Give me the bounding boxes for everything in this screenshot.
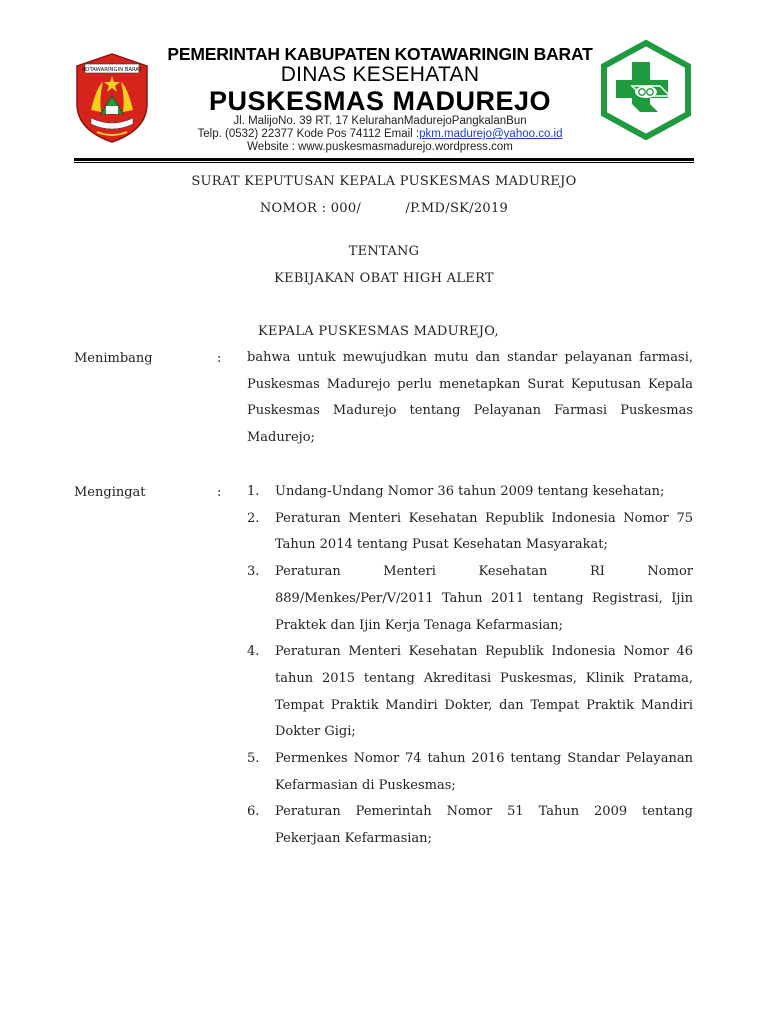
government-line: PEMERINTAH KABUPATEN KOTAWARINGIN BARAT: [167, 44, 593, 64]
list-item: [247, 479, 693, 506]
letterhead: [0, 0, 768, 165]
mengingat-list: [247, 479, 693, 853]
decree-about: TENTANG: [348, 244, 420, 259]
phone-text: Telp. (0532) 22377 Kode Pos 74112 Email :: [197, 128, 420, 140]
menimbang-colon: :: [217, 351, 222, 366]
letterhead-divider-thick: [74, 158, 694, 161]
mengingat-colon: :: [217, 485, 222, 500]
list-item: [247, 746, 693, 799]
menimbang-text: bahwa untuk mewujudkan mutu dan standar pelayanan farmasi, Puskesmas Madurejo perlu menetapkan Surat Keputusan Kepala Puskesmas Madurejo tentang Pelayanan Farmasi Puskesmas Madurejo;: [247, 350, 693, 446]
decree-number: NOMOR : 000/ /P.MD/SK/2019: [259, 201, 509, 216]
department-line: DINAS KESEHATAN: [280, 63, 480, 86]
list-item-number: 3.: [247, 564, 260, 580]
contact-line: [140, 128, 620, 140]
letterhead-divider-thin: [74, 162, 694, 163]
list-item-text: Peraturan Menteri Kesehatan RI Nomor 889/Menkes/Per/V/2011 Tahun 2011 tentang Registrasi, Ijin Praktek dan Ijin Kerja Tenaga Kefarmasian;: [275, 564, 693, 633]
list-item-text: Peraturan Menteri Kesehatan Republik Indonesia Nomor 46 tahun 2015 tentang Akreditasi Puskesmas, Klinik Pratama, Tempat Praktik Mandiri Dokter, dan Tempat Praktik Mandiri Dokter Gigi;: [275, 644, 693, 740]
list-item-number: 4.: [247, 644, 260, 660]
list-item-text: Peraturan Menteri Kesehatan Republik Indonesia Nomor 75 Tahun 2014 tentang Pusat Kesehatan Masyarakat;: [275, 510, 693, 553]
list-item-text: Permenkes Nomor 74 tahun 2016 tentang Standar Pelayanan Kefarmasian di Puskesmas;: [275, 751, 693, 793]
list-item-number: 6.: [247, 804, 260, 820]
head-of-puskesmas: KEPALA PUSKESMAS MADUREJO,: [258, 324, 499, 339]
emblem-banner-text: KOTAWARINGIN BARAT: [82, 67, 142, 73]
list-item: [247, 559, 693, 639]
decree-subject: KEBIJAKAN OBAT HIGH ALERT: [274, 271, 494, 286]
list-item-text: Undang-Undang Nomor 36 tahun 2009 tentang kesehatan;: [275, 484, 665, 499]
list-item: [247, 639, 693, 746]
list-item-number: 5.: [247, 751, 260, 767]
list-item-text: Peraturan Pemerintah Nomor 51 Tahun 2009 tentang Pekerjaan Kefarmasian;: [275, 804, 693, 847]
list-item: [247, 799, 693, 852]
list-item-number: 2.: [247, 510, 260, 526]
list-item: [247, 506, 693, 559]
puskesmas-logo-icon: [598, 40, 694, 140]
decree-title: SURAT KEPUTUSAN KEPALA PUSKESMAS MADUREJO: [191, 174, 577, 189]
puskesmas-name: PUSKESMAS MADUREJO: [208, 86, 552, 116]
menimbang-label: Menimbang: [74, 351, 153, 366]
address-line: Jl. MalijoNo. 39 RT. 17 KelurahanMadurejoPangkalanBun: [233, 115, 527, 127]
mengingat-label: Mengingat: [74, 485, 146, 500]
website-line: Website : www.puskesmasmadurejo.wordpress.com: [247, 141, 513, 153]
list-item-number: 1.: [247, 484, 260, 499]
email-link[interactable]: pkm.madurejo@yahoo.co.id: [419, 128, 563, 140]
